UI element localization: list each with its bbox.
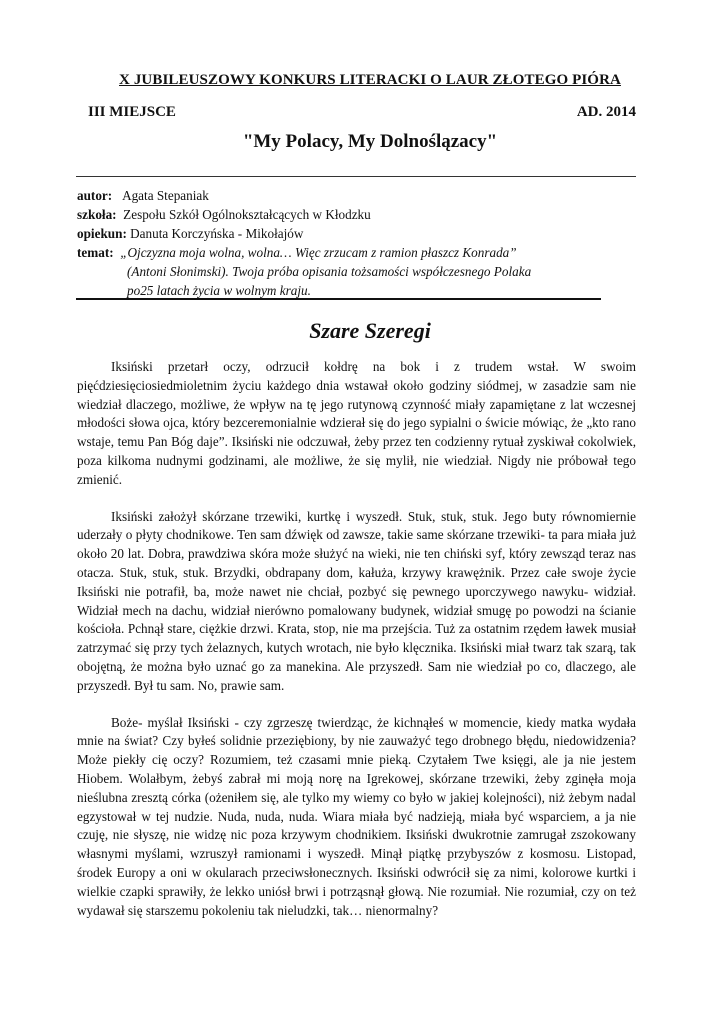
tutor-value: Danuta Korczyńska - Mikołajów <box>130 226 304 241</box>
school-label: szkoła: <box>77 207 117 222</box>
author-row <box>77 186 637 205</box>
topic-line-1: „Ojczyzna moja wolna, wolna… Więc zrzucam z ramion płaszcz Konrada” <box>120 245 517 260</box>
school-value: Zespołu Szkół Ogólnokształcących w Kłodzku <box>123 207 371 222</box>
topic-line-2: (Antoni Słonimski). Twoja próba opisania tożsamości współczesnego Polaka <box>127 264 532 279</box>
tutor-row <box>77 224 637 243</box>
paragraph: Iksiński założył skórzane trzewiki, kurtkę i wyszedł. Stuk, stuk, stuk. Jego buty równomiernie uderzały o płyty chodnikowe. Ten sam dźwięk od zawsze, takie same skórzane trzewiki- ta para miała już około 20 lat. Dobra, prawdziwa skóra może służyć na wieki, nie ten chiński syf, który zewsząd teraz nas otacza. Stuk, stuk, stuk. Brzydki, obdrapany dom, kałuża, krzywy krawężnik. Przez całe swoje życie Iksiński nie potrafił, ba, może nawet nie chciał, pozbyć się pewnego uporczywego nawyku- widział. Widział mech na dachu, widział nierówno pomalowany budynek, widział smugę po powodzi na ścianie kościoła. Pchnął stare, ciężkie drzwi. Krata, stop, nie ma przejścia. Tuż za ostatnim rzędem ławek musiał zatrzymać się przy tych żelaznych, kutych wrotach, nie było klęcznika. Iksiński miał twarz tak szarą, tak obojętną, że można było uznać go za manekina. Ale przyszedł. Sam nie wiedział po co, dlaczego, ale przyszedł. Był tu sam. No, prawie sam. <box>77 508 636 693</box>
story-body <box>77 358 636 938</box>
school-row <box>77 205 637 224</box>
entry-metadata <box>77 186 637 300</box>
bottom-divider <box>76 298 601 300</box>
topic-row <box>77 243 637 262</box>
author-value: Agata Stepaniak <box>122 188 209 203</box>
year-label: AD. 2014 <box>576 104 636 120</box>
topic-label: temat: <box>77 245 114 260</box>
paragraph: Iksiński przetarł oczy, odrzucił kołdrę na bok i z trudem wstał. W swoim pięćdziesięciosiedmioletnim życiu każdego dnia wstawał około godziny siódmej, w zasadzie sam nie wiedział dlaczego, możliwe, że wpływ na tę jego rutynową czynność miały zapamiętane z lat wczesnej młodości słowa ojca, który bezceremonialnie wdzierał się do jego sypialni o świcie mówiąc, że „kto rano wstaje, temu Pan Bóg daje”. Iksiński nie odczuwał, żeby przez ten codzienny rytuał zyskiwał cokolwiek, poza kilkoma nudnymi godzinami, ale możliwe, że się mylił, nie wiedział. Nigdy nie próbował tego zmienić. <box>77 359 636 487</box>
author-label: autor: <box>77 188 113 203</box>
contest-motto: "My Polacy, My Dolnoślązacy" <box>242 131 498 152</box>
topic-line-3: po25 latach życia w wolnym kraju. <box>127 283 311 298</box>
contest-title: X JUBILEUSZOWY KONKURS LITERACKI O LAUR ZŁOTEGO PIÓRA <box>119 72 621 88</box>
story-title: Szare Szeregi <box>309 318 431 343</box>
top-divider <box>76 176 636 177</box>
place-label: III MIEJSCE <box>88 104 176 120</box>
paragraph: Boże- myślał Iksiński - czy zgrzeszę twierdząc, że kichnąłeś w momencie, kiedy matka wydała mnie na świat? Czy byłeś solidnie przeziębiony, by nie zauważyć tego drobnego błędu, niedowidzenia? Może piekły cię oczy? Rozumiem, też czasami mnie pieką. Czytałem Twe księgi, ale ja nie jestem Hiobem. Wolałbym, żebyś zabrał mi moją norę na Igrekowej, skórzane trzewiki, żeby zginęła moja nieślubna zresztą córka (ożeniłem się, ale tylko my wiemy co było w jakiej kolejności), niż żebym nadal egzystował w tej nudzie. Nuda, nuda, nuda. Wiara miała być nadzieją, miała być wsparciem, a ja nie czuję, nie słyszę, nie widzę nic poza krzywym chodnikiem. Iksiński dwukrotnie zamrugał zszokowany własnymi myślami, wzruszył ramionami i wyszedł. Minął piątkę przybyszów z kosmosu. Listopad, środek Europy a oni w okularach przeciwsłonecznych. Iksiński odwrócił się za nimi, kolorowe kurtki i wielkie czapki sprawiły, że lekko uniósł brwi i potrząsnął głową. Nie rozumiał. Nie rozumiał, czy on też wydawał się starszemu pokoleniu tak nieludzki, tak… nienormalny? <box>77 714 636 918</box>
tutor-label: opiekun: <box>77 226 127 241</box>
